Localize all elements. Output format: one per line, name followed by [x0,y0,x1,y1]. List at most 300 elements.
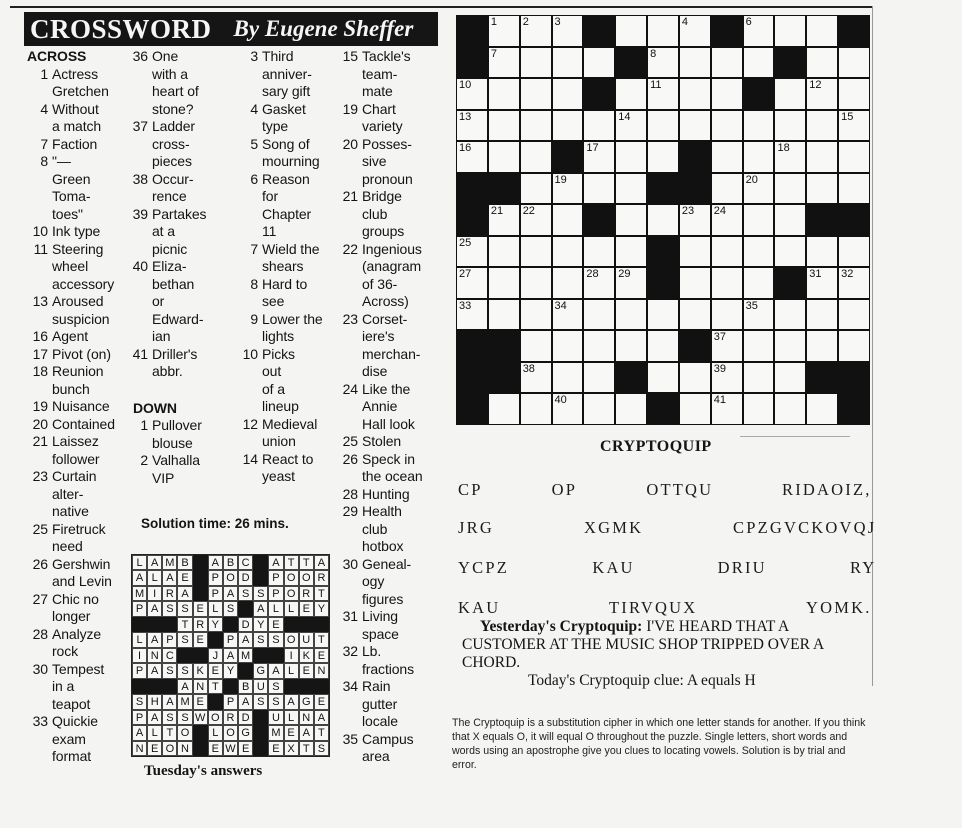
grid-cell[interactable] [553,111,583,141]
down-clue-29 [337,503,452,556]
answer-cell: U [253,679,268,694]
grid-cell[interactable] [712,363,742,393]
grid-cell[interactable] [648,111,678,141]
across-clue-25 [27,521,137,556]
cell-number: 7 [490,47,497,60]
clue-number: 30 [32,660,48,677]
answer-cell: L [284,601,299,616]
grid-cell[interactable] [584,394,614,424]
grid-cell[interactable] [839,48,869,78]
cell-number: 17 [586,142,599,155]
grid-cell[interactable] [807,16,837,46]
grid-cell[interactable] [839,268,869,298]
answer-cell: A [177,679,192,694]
grid-cell[interactable] [584,300,614,330]
clue-text: Curtain alter- native [52,468,97,519]
answer-cell: A [162,694,177,709]
cell-number: 20 [745,173,758,186]
cipher-word: RIDAOIZ, [782,480,872,499]
cell-number: 23 [681,205,695,218]
grid-cell[interactable] [584,363,614,393]
grid-cell[interactable] [648,16,678,46]
clue-number: 35 [342,730,358,747]
grid-cell[interactable] [489,16,519,46]
answer-block [208,694,223,709]
across-clue-8 [27,153,137,223]
grid-cell[interactable] [616,142,646,172]
grid-cell[interactable] [680,79,710,109]
grid-cell[interactable] [807,174,837,204]
grid-cell[interactable] [712,394,742,424]
answer-cell: W [223,741,238,756]
grid-cell[interactable] [680,300,710,330]
clue-text: One with a heart of stone? [152,48,199,117]
answer-cell: A [268,663,283,678]
answer-cell: O [177,725,192,740]
clue-text: Posses- sive pronoun [362,135,413,187]
clue-number: 24 [342,380,358,397]
answer-cell: S [177,663,192,678]
grid-cell[interactable] [744,300,774,330]
clue-number: 3 [250,48,258,64]
cell-number: 25 [459,236,472,249]
grid-cell[interactable] [807,331,837,361]
clue-text: Bridge club groups [362,188,405,239]
answer-cell: N [132,741,147,756]
grid-cell[interactable] [775,174,805,204]
grid-cell[interactable] [839,331,869,361]
cell-number: 24 [713,205,727,218]
across-clue-16 [27,328,137,346]
answer-block [299,679,314,694]
grid-cell[interactable] [712,331,742,361]
cipher-word: RY [850,558,877,577]
clue-text: Ladder cross- pieces [152,118,195,169]
cell-number: 39 [713,362,727,375]
answer-cell: S [177,601,192,616]
grid-cell[interactable] [553,363,583,393]
grid-cell[interactable] [521,79,551,109]
answer-cell: L [284,663,299,678]
grid-cell[interactable] [712,79,742,109]
grid-cell[interactable] [775,363,805,393]
grid-cell[interactable] [616,16,646,46]
cell-number: 6 [745,16,752,28]
clue-text: Aroused suspicion [52,293,110,327]
down-clues-part2 [237,48,347,486]
answer-block [162,617,177,632]
clue-text: Pullover blouse [152,417,202,451]
clue-number: 8 [250,275,258,292]
grid-cell[interactable] [807,394,837,424]
grid-cell[interactable] [584,174,614,204]
cell-number: 16 [459,142,472,155]
grid-cell[interactable] [775,300,805,330]
grid-cell[interactable] [521,363,551,393]
grid-cell[interactable] [807,142,837,172]
grid-cell[interactable] [775,205,805,235]
across-clue-18 [27,363,137,398]
grid-cell[interactable] [744,237,774,267]
grid-cell[interactable] [521,268,551,298]
clue-number: 11 [33,240,48,257]
grid-cell[interactable] [489,111,519,141]
down-clue-24 [337,381,452,434]
cryptoquip-explanation: The Cryptoquip is a substitution cipher in which one letter stands for another. If you think that X equals O, it will equal O throughout the puzzle. Single letters, short words and words using an apostrophe give you clues to locating vowels. Solution is by trial and error. [452,717,866,771]
cell-number: 31 [809,268,822,281]
down-clue-25 [337,433,452,451]
grid-cell[interactable] [489,237,519,267]
clue-text: React to yeast [262,450,314,484]
grid-cell[interactable] [744,331,774,361]
answer-cell: A [147,601,162,616]
grid-cell[interactable] [489,48,519,78]
answer-cell: P [132,663,147,678]
clue-text: Quickie exam format [52,713,98,764]
clue-number: 14 [242,450,258,467]
grid-cell[interactable] [584,48,614,78]
grid-cell[interactable] [744,111,774,141]
grid-cell[interactable] [584,111,614,141]
grid-cell[interactable] [712,300,742,330]
grid-cell[interactable] [680,363,710,393]
clue-number: 9 [250,310,258,327]
answer-cell: O [223,725,238,740]
answer-cell: T [314,725,329,740]
across-clue-38 [127,171,245,206]
grid-cell[interactable] [807,268,837,298]
answer-cell: E [193,694,208,709]
grid-cell[interactable] [839,237,869,267]
grid-cell[interactable] [616,300,646,330]
grid-cell[interactable] [839,111,869,141]
answer-cell: K [299,648,314,663]
answer-cell: A [147,632,162,647]
answer-block [284,679,299,694]
clue-text: Nuisance [52,398,110,414]
answer-cell: E [284,725,299,740]
cell-number: 11 [650,79,662,92]
answer-cell: O [208,710,223,725]
grid-cell[interactable] [744,48,774,78]
down-clue-2 [127,452,245,487]
grid-cell[interactable] [616,111,646,141]
answer-cell: T [299,741,314,756]
grid-cell[interactable] [744,142,774,172]
clue-text: Campus area [362,730,414,764]
answer-cell: M [177,694,192,709]
grid-cell[interactable] [616,205,646,235]
answer-cell: T [162,725,177,740]
answer-cell: G [299,694,314,709]
grid-cell[interactable] [744,394,774,424]
grid-cell[interactable] [553,48,583,78]
answer-cell: M [268,725,283,740]
grid-cell[interactable] [680,48,710,78]
grid-cell[interactable] [807,237,837,267]
grid-cell[interactable] [521,205,551,235]
grid-cell[interactable] [712,142,742,172]
clue-number: 19 [32,398,48,414]
clue-number: 41 [132,345,148,362]
answer-cell: G [238,725,253,740]
grid-cell[interactable] [775,111,805,141]
answer-cell: E [193,601,208,616]
clue-text: Lower the lights [262,310,323,344]
grid-cell[interactable] [584,237,614,267]
clue-text: Third anniver- sary gift [262,48,312,99]
clue-text: Reunion bunch [52,363,104,397]
grid-cell[interactable] [457,142,487,172]
answer-block [284,617,299,632]
grid-cell[interactable] [616,174,646,204]
answer-cell: R [193,617,208,632]
grid-cell[interactable] [457,79,487,109]
grid-cell[interactable] [457,111,487,141]
grid-cell[interactable] [744,205,774,235]
grid-cell[interactable] [775,142,805,172]
answer-cell: L [268,601,283,616]
answer-block [193,555,208,570]
answer-cell: M [238,648,253,663]
grid-cell[interactable] [839,300,869,330]
answer-cell: D [238,617,253,632]
grid-cell[interactable] [457,300,487,330]
cipher-word: CP [458,480,483,499]
answer-block [314,617,329,632]
grid-cell[interactable] [521,331,551,361]
cell-number: 41 [713,394,727,407]
clue-number: 8 [40,153,48,169]
grid-cell[interactable] [680,16,710,46]
cell-number: 37 [713,331,727,344]
down-clue-14 [237,451,347,486]
grid-cell[interactable] [648,79,678,109]
grid-cell[interactable] [521,142,551,172]
clue-number: 4 [40,100,48,117]
grid-cell[interactable] [553,331,583,361]
cipher-word: KAU [458,598,501,617]
grid-cell[interactable] [775,237,805,267]
grid-cell[interactable] [521,174,551,204]
cipher-word: CPZGVCKOVQJ [733,518,877,537]
grid-cell[interactable] [712,174,742,204]
answer-cell: D [238,570,253,585]
grid-cell[interactable] [521,16,551,46]
answer-cell: S [268,679,283,694]
grid-cell[interactable] [712,268,742,298]
answer-cell: I [132,648,147,663]
cell-number: 12 [809,79,822,92]
answer-cell: T [208,679,223,694]
cell-number: 35 [745,299,758,312]
grid-cell[interactable] [521,237,551,267]
grid-cell[interactable] [744,268,774,298]
grid-cell[interactable] [744,174,774,204]
answer-cell: S [177,710,192,725]
answer-block [253,570,268,585]
answer-cell: T [314,586,329,601]
clue-text: Health club hotbox [362,503,404,554]
grid-cell[interactable] [775,79,805,109]
clue-number: 1 [40,65,48,82]
grid-cell[interactable] [648,331,678,361]
clue-text: Tackle's team- mate [362,48,411,99]
cell-number: 38 [522,362,535,375]
grid-cell[interactable] [775,16,805,46]
grid-cell[interactable] [616,331,646,361]
grid-cell[interactable] [616,394,646,424]
answer-cell: S [132,694,147,709]
clue-text: Reason for Chapter 11 [262,170,312,239]
grid-cell[interactable] [553,237,583,267]
clue-text: Geneal- ogy figures [362,555,412,607]
answer-cell: M [162,555,177,570]
grid-cell[interactable] [616,268,646,298]
clue-text: Gasket type [262,100,306,134]
grid-cell[interactable] [584,331,614,361]
clue-text: Actress Gretchen [52,65,109,99]
answer-cell: O [284,570,299,585]
grid-cell[interactable] [553,394,583,424]
grid-cell[interactable] [489,268,519,298]
cryptoquip-line [458,558,876,580]
grid-cell[interactable] [680,237,710,267]
across-clue-40 [127,258,245,346]
answer-cell: O [299,570,314,585]
grid-cell[interactable] [584,268,614,298]
grid-cell[interactable] [553,268,583,298]
clue-text: Ingenious (anagram of 36- Across) [362,240,422,309]
clue-number: 21 [342,188,358,204]
crossword-banner [24,12,438,46]
grid-cell[interactable] [553,79,583,109]
cell-number: 1 [490,16,497,28]
answer-cell: A [132,725,147,740]
answer-block [238,663,253,678]
grid-cell[interactable] [712,205,742,235]
grid-cell[interactable] [712,111,742,141]
grid-cell[interactable] [553,16,583,46]
grid-cell[interactable] [553,300,583,330]
cell-number: 4 [681,16,689,28]
answer-cell: U [268,710,283,725]
answer-block [253,725,268,740]
answer-block [193,648,208,663]
cipher-word: XGMK [584,518,644,537]
grid-cell[interactable] [775,394,805,424]
clue-number: 26 [342,450,358,467]
down-clue-34 [337,678,452,731]
grid-cell[interactable] [712,48,742,78]
down-clue-22 [337,241,452,311]
grid-cell[interactable] [680,205,710,235]
grid-cell[interactable] [521,300,551,330]
grid-cell[interactable] [648,142,678,172]
clue-number: 31 [342,608,358,624]
answer-cell: P [223,694,238,709]
grid-cell[interactable] [680,268,710,298]
down-clue-3 [237,48,347,101]
answer-cell: E [268,741,283,756]
grid-cell[interactable] [457,268,487,298]
grid-cell[interactable] [839,142,869,172]
grid-cell[interactable] [457,237,487,267]
grid-cell[interactable] [744,16,774,46]
answer-cell: A [208,555,223,570]
grid-cell[interactable] [839,79,869,109]
grid-cell[interactable] [807,300,837,330]
answer-block [193,741,208,756]
clue-number: 12 [242,415,258,432]
cell-number: 32 [841,268,854,281]
grid-cell[interactable] [775,331,805,361]
grid-cell[interactable] [521,111,551,141]
grid-cell[interactable] [648,363,678,393]
yesterday-answer: I'VE HEARD THAT A CUSTOMER AT THE MUSIC SHOP TRIPPED OVER A CHORD. [462,618,824,671]
grid-cell[interactable] [744,363,774,393]
grid-cell[interactable] [616,79,646,109]
grid-cell[interactable] [680,111,710,141]
grid-cell[interactable] [616,237,646,267]
answer-cell: O [162,741,177,756]
cell-number: 34 [554,299,567,312]
grid-cell[interactable] [648,300,678,330]
answer-cell: R [314,570,329,585]
clue-number: 37 [132,118,148,134]
answer-cell: U [299,632,314,647]
across-clue-23 [27,468,137,521]
clue-number: 7 [250,240,258,257]
answer-block [299,617,314,632]
down-clue-15 [337,48,452,101]
grid-cell[interactable] [839,174,869,204]
grid-cell[interactable] [489,205,519,235]
clue-text: Steering wheel accessory [52,240,115,292]
grid-cell[interactable] [648,205,678,235]
clue-number: 16 [32,328,48,344]
down-clue-35 [337,731,452,766]
answer-cell: E [193,632,208,647]
grid-cell[interactable] [648,48,678,78]
grid-cell[interactable] [807,79,837,109]
grid-cell[interactable] [553,205,583,235]
down-clue-26 [337,451,452,486]
grid-cell[interactable] [521,394,551,424]
grid-cell[interactable] [489,300,519,330]
yesterday-cryptoquip [462,618,876,672]
clue-number: 32 [342,643,358,659]
answer-block [238,601,253,616]
answer-cell: L [208,725,223,740]
grid-cell[interactable] [553,174,583,204]
grid-cell[interactable] [712,237,742,267]
answer-cell: E [238,741,253,756]
clue-number: 10 [242,345,258,362]
grid-cell[interactable] [807,111,837,141]
grid-cell[interactable] [521,48,551,78]
answer-cell: B [177,555,192,570]
grid-cell[interactable] [807,48,837,78]
answer-cell: A [223,648,238,663]
grid-cell[interactable] [489,142,519,172]
answer-cell: A [132,570,147,585]
answer-cell: Y [314,601,329,616]
grid-cell[interactable] [584,142,614,172]
grid-cell[interactable] [680,394,710,424]
grid-cell[interactable] [489,79,519,109]
grid-cell[interactable] [489,394,519,424]
